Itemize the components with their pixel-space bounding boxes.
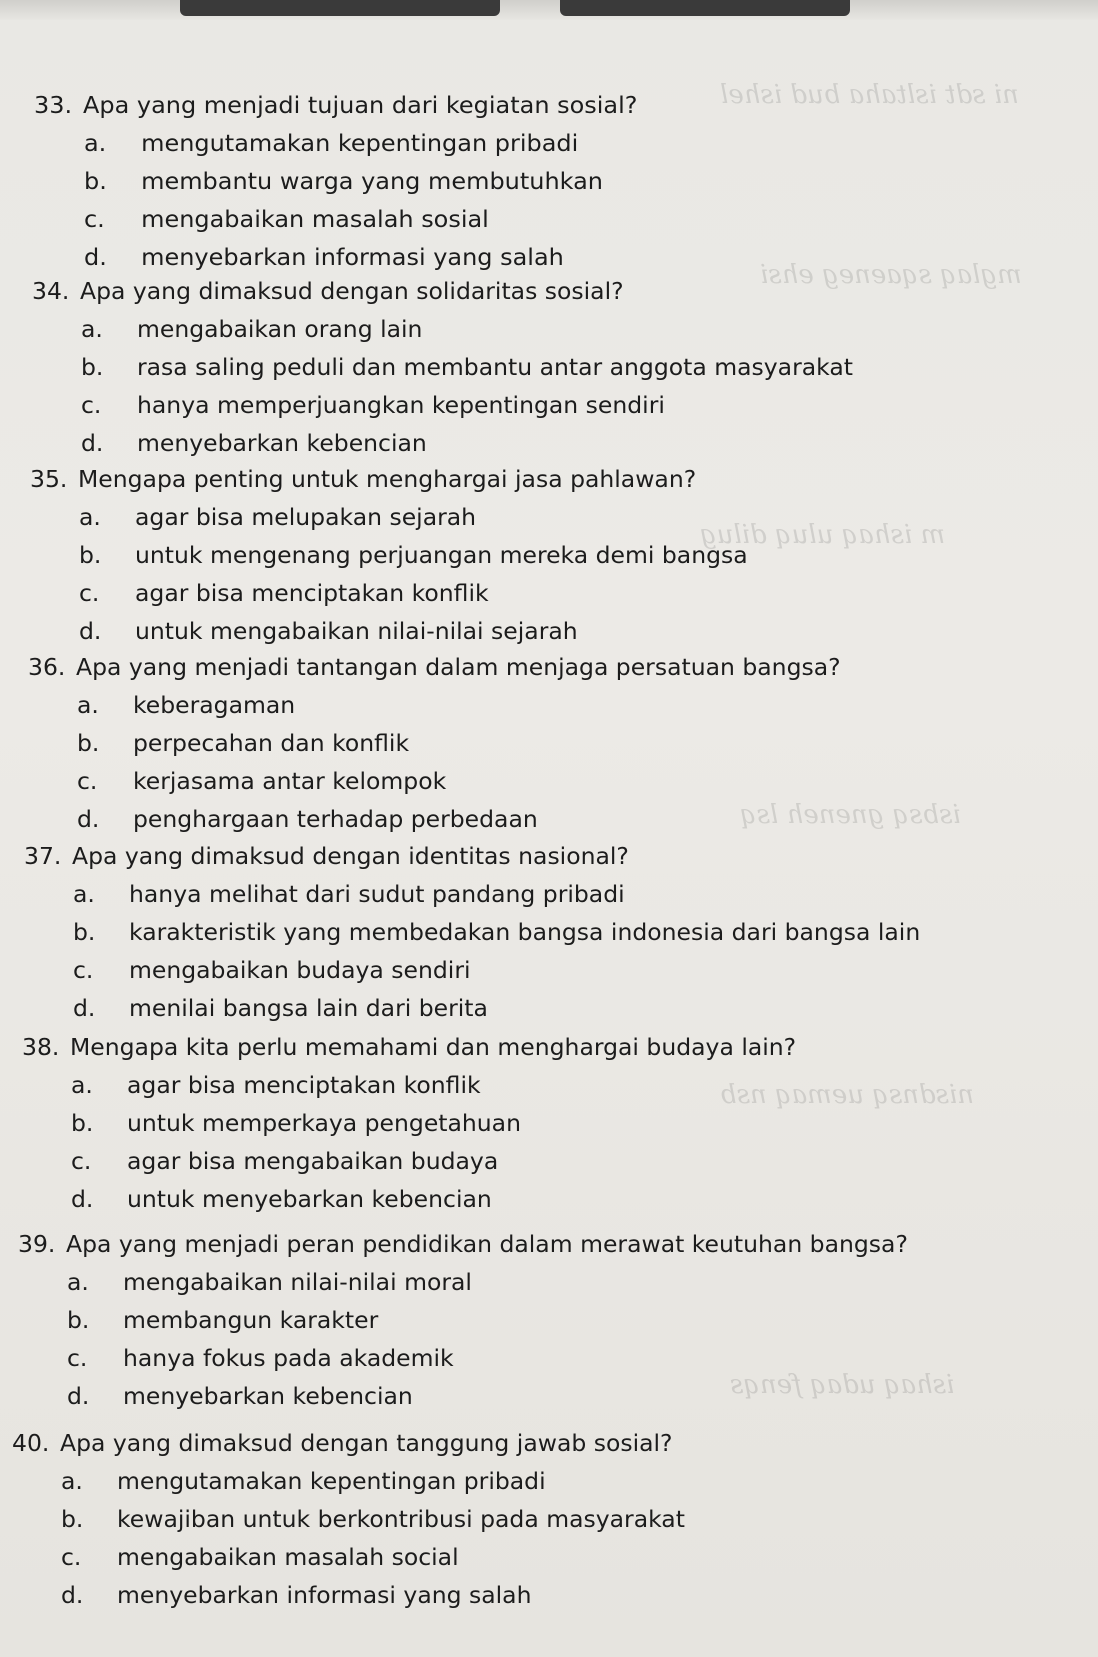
answer-option[interactable]: c. agar bisa menciptakan konflik [79,579,489,607]
answer-option[interactable]: a. keberagaman [77,691,296,719]
answer-option[interactable]: b. rasa saling peduli dan membantu antar anggota masyarakat [81,353,853,381]
answer-option[interactable]: c. agar bisa mengabaikan budaya [71,1147,499,1175]
question-stem: 37. Apa yang dimaksud dengan identitas nasional? [24,842,629,870]
answer-option[interactable]: c. mengabaikan budaya sendiri [73,956,471,984]
answer-option[interactable]: d. untuk mengabaikan nilai-nilai sejarah [79,617,578,645]
answer-option[interactable]: b. untuk mengenang perjuangan mereka demi bangsa [79,541,748,569]
answer-option[interactable]: b. perpecahan dan konflik [77,729,410,757]
question-stem: 36. Apa yang menjadi tantangan dalam menjaga persatuan bangsa? [28,653,841,681]
answer-option[interactable]: a. mengabaikan nilai-nilai moral [67,1268,472,1296]
question-block [30,460,748,650]
answer-option[interactable]: b. membantu warga yang membutuhkan [83,167,603,195]
question-stem: 40. Apa yang dimaksud dengan tanggung jawab sosial? [12,1429,673,1457]
question-block [28,648,841,838]
question-block [22,1028,796,1218]
question-stem: 34. Apa yang dimaksud dengan solidaritas sosial? [32,277,624,305]
answer-option[interactable]: d. menyebarkan kebencian [81,429,427,457]
question-stem: 33. Apa yang menjadi tujuan dari kegiatan sosial? [34,91,638,119]
question-stem: 35. Mengapa penting untuk menghargai jasa pahlawan? [30,465,697,493]
answer-option[interactable]: a. mengutamakan kepentingan pribadi [61,1467,546,1495]
answer-option[interactable]: c. mengabaikan masalah social [61,1543,459,1571]
answer-option[interactable]: d. menyebarkan kebencian [67,1382,413,1410]
answer-option[interactable]: b. membangun karakter [67,1306,379,1334]
answer-option[interactable]: c. hanya fokus pada akademik [67,1344,454,1372]
answer-option[interactable]: c. mengabaikan masalah sosial [83,205,489,233]
question-block [32,272,853,462]
answer-option[interactable]: d. menilai bangsa lain dari berita [73,994,488,1022]
question-block [12,1424,685,1614]
answer-option[interactable]: b. karakteristik yang membedakan bangsa indonesia dari bangsa lain [73,918,921,946]
answer-option[interactable]: a. hanya melihat dari sudut pandang pribadi [73,880,625,908]
answer-option[interactable]: b. untuk memperkaya pengetahuan [71,1109,521,1137]
question-stem: 39. Apa yang menjadi peran pendidikan dalam merawat keutuhan bangsa? [18,1230,908,1258]
answer-option[interactable]: d. menyebarkan informasi yang salah [83,243,564,271]
answer-option[interactable]: a. agar bisa menciptakan konflik [71,1071,481,1099]
answer-option[interactable]: a. agar bisa melupakan sejarah [79,503,477,531]
answer-option[interactable]: c. hanya memperjuangkan kepentingan sendiri [81,391,665,419]
answer-option[interactable]: d. untuk menyebarkan kebencian [71,1185,492,1213]
answer-option[interactable]: a. mengabaikan orang lain [81,315,423,343]
answer-option[interactable]: d. penghargaan terhadap perbedaan [77,805,538,833]
answer-option[interactable]: c. kerjasama antar kelompok [77,767,447,795]
question-block [34,86,638,276]
question-stem: 38. Mengapa kita perlu memahami dan menghargai budaya lain? [22,1033,797,1061]
answer-option[interactable]: a. mengutamakan kepentingan pribadi [83,129,579,157]
answer-option[interactable]: d. menyebarkan informasi yang salah [61,1581,532,1609]
answer-option[interactable]: b. kewajiban untuk berkontribusi pada masyarakat [61,1505,685,1533]
question-block [24,837,920,1027]
question-block [18,1225,908,1415]
